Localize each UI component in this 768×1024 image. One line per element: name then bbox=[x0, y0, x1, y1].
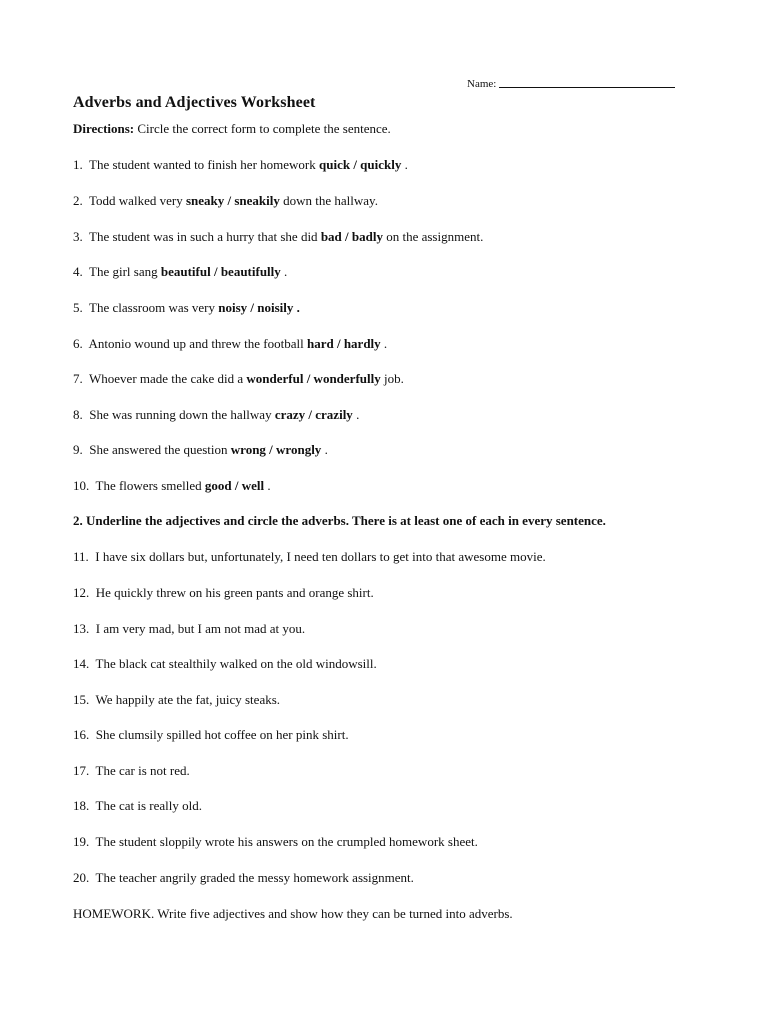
name-label: Name: bbox=[467, 78, 497, 90]
question-number: 17. bbox=[73, 763, 90, 778]
question-15 bbox=[73, 692, 280, 708]
question-number: 16. bbox=[73, 727, 90, 742]
question-text-after: job. bbox=[380, 371, 404, 386]
question-number: 7. bbox=[73, 371, 83, 386]
question-number: 18. bbox=[73, 798, 90, 813]
question-number: 5. bbox=[73, 300, 83, 315]
question-text-before: Whoever made the cake did a bbox=[89, 371, 247, 386]
question-number: 6. bbox=[73, 336, 83, 351]
question-choice: crazy / crazily bbox=[274, 407, 353, 422]
question-1 bbox=[73, 157, 408, 173]
question-text-after: . bbox=[280, 264, 288, 279]
question-text: The student sloppily wrote his answers on the crumpled homework sheet. bbox=[95, 834, 478, 849]
question-text-after: . bbox=[352, 407, 360, 422]
question-8 bbox=[73, 407, 359, 423]
question-text: The car is not red. bbox=[95, 763, 190, 778]
question-choice: bad / badly bbox=[320, 229, 383, 244]
question-number: 13. bbox=[73, 621, 90, 636]
question-4 bbox=[73, 264, 287, 280]
directions-label: Directions: bbox=[73, 121, 135, 136]
worksheet-title: Adverbs and Adjectives Worksheet bbox=[73, 94, 316, 111]
question-number: 9. bbox=[73, 442, 83, 457]
question-number: 3. bbox=[73, 229, 83, 244]
section-2-heading: 2. Underline the adjectives and circle the adverbs. There is at least one of each in every sentence. bbox=[73, 513, 606, 528]
question-6 bbox=[73, 336, 387, 352]
question-choice: wonderful / wonderfully bbox=[246, 371, 381, 386]
question-text-before: The student was in such a hurry that she did bbox=[89, 229, 321, 244]
question-choice: beautiful / beautifully bbox=[160, 264, 281, 279]
question-text-after: down the hallway. bbox=[279, 193, 378, 208]
question-number: 19. bbox=[73, 834, 90, 849]
question-text-before: Todd walked very bbox=[89, 193, 186, 208]
question-text-before: She answered the question bbox=[89, 442, 231, 457]
question-text-before: The flowers smelled bbox=[95, 478, 205, 493]
directions-text: Circle the correct form to complete the sentence. bbox=[134, 121, 391, 136]
question-9 bbox=[73, 442, 328, 458]
name-field bbox=[467, 77, 675, 90]
question-text-after: . bbox=[321, 442, 328, 457]
question-text-before: The girl sang bbox=[89, 264, 161, 279]
question-text: The teacher angrily graded the messy homework assignment. bbox=[95, 870, 414, 885]
question-text-after: . bbox=[380, 336, 388, 351]
question-choice: good / well bbox=[204, 478, 265, 493]
question-text: She clumsily spilled hot coffee on her pink shirt. bbox=[95, 727, 349, 742]
question-choice: sneaky / sneakily bbox=[185, 193, 280, 208]
question-20 bbox=[73, 870, 414, 886]
question-2 bbox=[73, 193, 378, 209]
question-text: I have six dollars but, unfortunately, I need ten dollars to get into that awesome movie. bbox=[95, 549, 546, 564]
question-text: The black cat stealthily walked on the old windowsill. bbox=[95, 656, 377, 671]
question-number: 11. bbox=[73, 549, 89, 564]
question-number: 15. bbox=[73, 692, 90, 707]
question-text: The cat is really old. bbox=[95, 798, 203, 813]
question-number: 4. bbox=[73, 264, 83, 279]
question-5 bbox=[73, 300, 300, 316]
question-text-before: She was running down the hallway bbox=[89, 407, 275, 422]
question-number: 20. bbox=[73, 870, 90, 885]
question-text-after: . bbox=[401, 157, 408, 172]
question-text-before: The classroom was very bbox=[89, 300, 219, 315]
homework-instruction: HOMEWORK. Write five adjectives and show how they can be turned into adverbs. bbox=[73, 906, 513, 921]
question-13 bbox=[73, 621, 305, 637]
question-text-before: The student wanted to finish her homework bbox=[89, 157, 319, 172]
question-number: 2. bbox=[73, 193, 83, 208]
question-text-before: Antonio wound up and threw the football bbox=[88, 336, 307, 351]
question-number: 1. bbox=[73, 157, 83, 172]
question-text: We happily ate the fat, juicy steaks. bbox=[95, 692, 281, 707]
question-11 bbox=[73, 549, 546, 565]
question-17 bbox=[73, 763, 190, 779]
question-text: I am very mad, but I am not mad at you. bbox=[95, 621, 306, 636]
question-12 bbox=[73, 585, 374, 601]
question-text-after: on the assignment. bbox=[382, 229, 484, 244]
question-7 bbox=[73, 371, 404, 387]
question-number: 10. bbox=[73, 478, 90, 493]
question-choice: quick / quickly bbox=[319, 157, 402, 172]
question-number: 12. bbox=[73, 585, 90, 600]
question-number: 8. bbox=[73, 407, 83, 422]
question-16 bbox=[73, 727, 349, 743]
question-10 bbox=[73, 478, 271, 494]
question-18 bbox=[73, 798, 202, 814]
question-choice: hard / hardly bbox=[306, 336, 381, 351]
question-choice: noisy / noisily . bbox=[218, 300, 300, 315]
directions bbox=[73, 121, 391, 137]
question-3 bbox=[73, 229, 483, 245]
question-text-after: . bbox=[264, 478, 271, 493]
name-blank-line bbox=[499, 77, 675, 88]
question-14 bbox=[73, 656, 377, 672]
question-number: 14. bbox=[73, 656, 90, 671]
question-text: He quickly threw on his green pants and orange shirt. bbox=[95, 585, 374, 600]
question-19 bbox=[73, 834, 478, 850]
question-choice: wrong / wrongly bbox=[230, 442, 322, 457]
